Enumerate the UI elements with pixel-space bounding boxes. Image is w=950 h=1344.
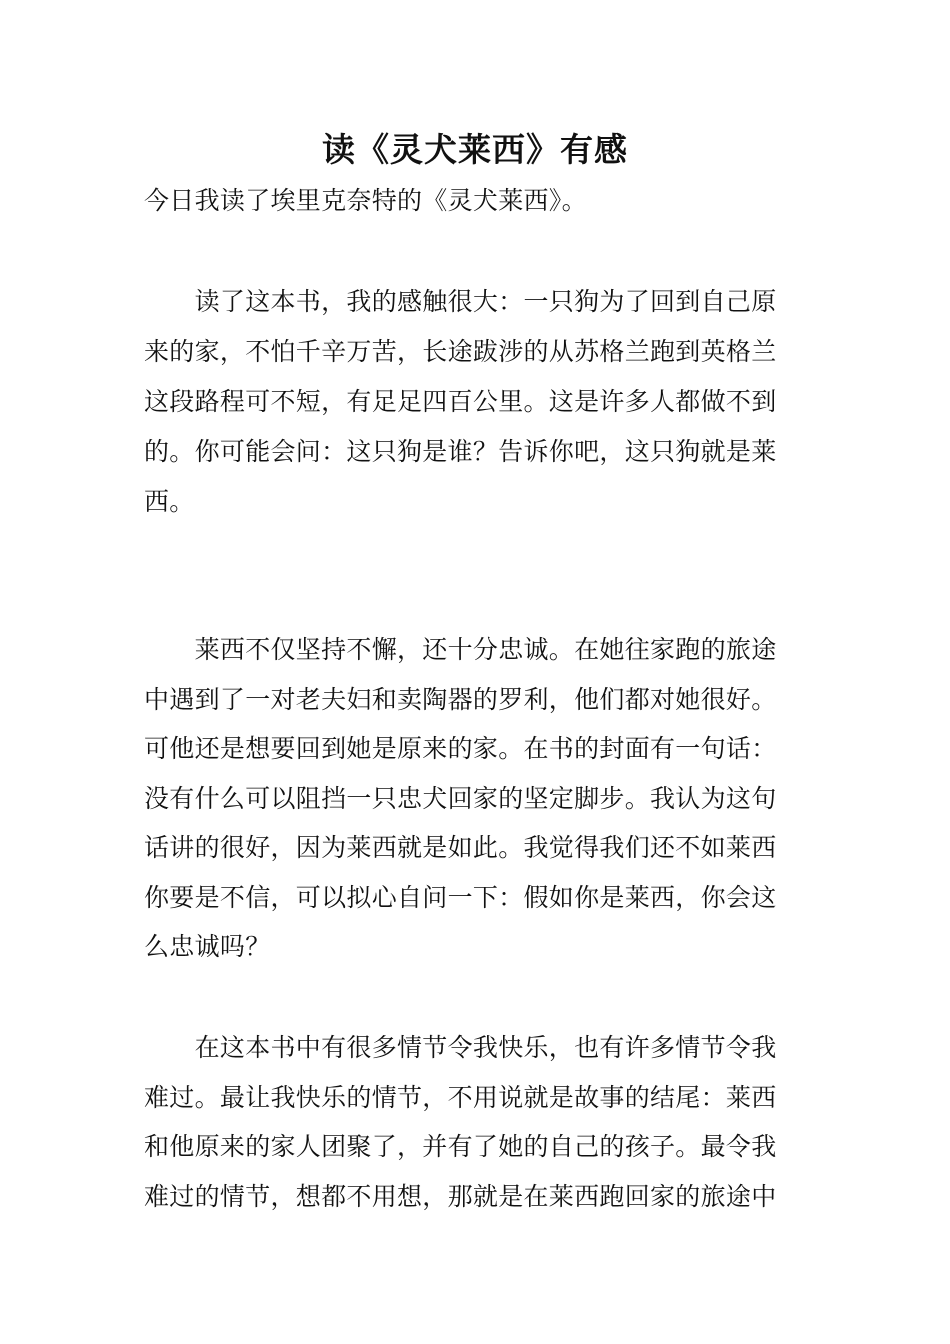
text-line: 难过的情节，想都不用想，那就是在莱西跑回家的旅途中 — [144, 1182, 777, 1211]
text-line: 西。 — [144, 487, 195, 516]
text-line: 今日我读了埃里克奈特的《灵犬莱西》。 — [144, 186, 587, 215]
text-line: 么忠诚吗？ — [144, 932, 271, 961]
document-title: 读《灵犬莱西》有感 — [322, 130, 628, 169]
text-line: 莱西不仅坚持不懈，还十分忠诚。在她往家跑的旅途 — [144, 635, 777, 664]
text-line: 读了这本书，我的感触很大：一只狗为了回到自己原 — [144, 287, 777, 316]
text-line: 的。你可能会问：这只狗是谁？告诉你吧，这只狗就是莱 — [144, 437, 777, 466]
text-line: 在这本书中有很多情节令我快乐，也有许多情节令我 — [144, 1033, 777, 1062]
text-line: 这段路程可不短，有足足四百公里。这是许多人都做不到 — [144, 387, 777, 416]
text-line: 没有什么可以阻挡一只忠犬回家的坚定脚步。我认为这句 — [144, 784, 777, 813]
text-line: 中遇到了一对老夫妇和卖陶器的罗利，他们都对她很好。 — [144, 685, 777, 714]
text-line: 话讲的很好，因为莱西就是如此。我觉得我们还不如莱西 — [144, 833, 777, 862]
text-line: 可他还是想要回到她是原来的家。在书的封面有一句话： — [144, 734, 777, 763]
text-line: 难过。最让我快乐的情节，不用说就是故事的结尾：莱西 — [144, 1083, 777, 1112]
text-line: 你要是不信，可以拟心自问一下：假如你是莱西，你会这 — [144, 883, 777, 912]
text-line: 和他原来的家人团聚了，并有了她的自己的孩子。最令我 — [144, 1132, 777, 1161]
text-line: 来的家，不怕千辛万苦，长途跋涉的从苏格兰跑到英格兰 — [144, 337, 777, 366]
